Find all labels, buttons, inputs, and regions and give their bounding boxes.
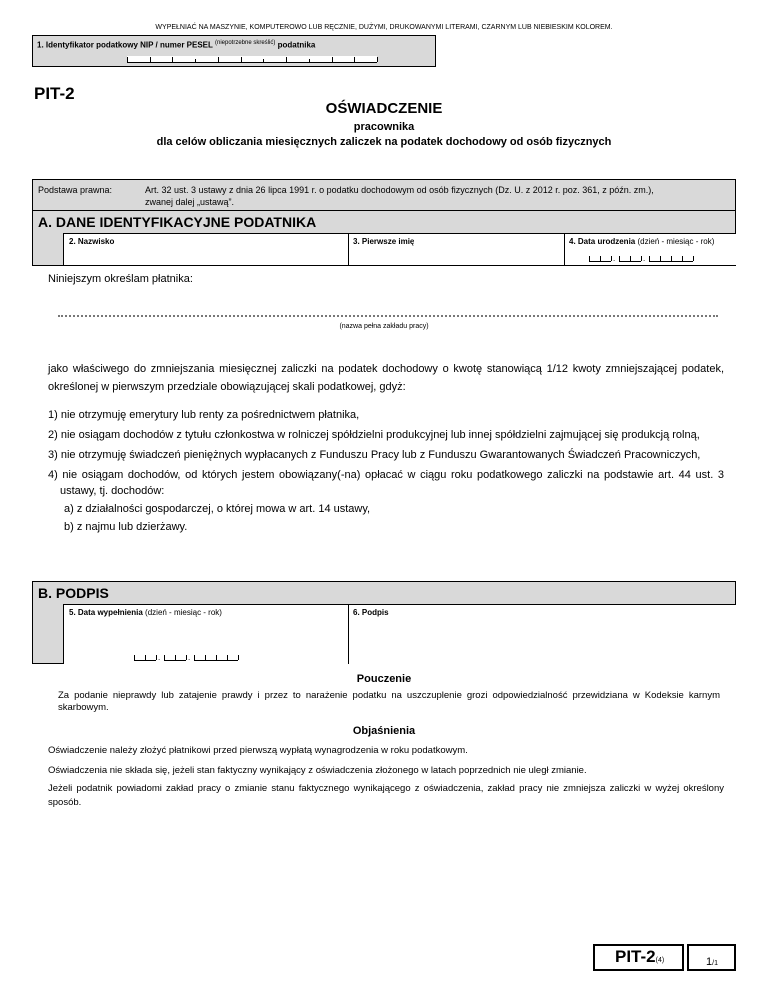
footer-code: PIT-2 [615, 947, 656, 966]
page-title: OŚWIADCZENIE [325, 100, 443, 117]
legal-basis-text: Art. 32 ust. 3 ustawy z dnia 26 lipca 1991 r. o podatku dochodowym od osób fizycznych (Dz. U. z 2012 r. poz. 361, z późn. zm.), zwanej dalej „ustawą”. [145, 185, 654, 207]
first-name-label: 3. Pierwsze imię [353, 237, 415, 246]
form-code: PIT-2 [34, 84, 75, 103]
conditions-list [48, 407, 724, 539]
legal-basis-row [32, 179, 736, 211]
pouczenie-text: Za podanie nieprawdy lub zatajenie prawdy i przez to narażenie podatku na uszczuplenie grozi odpowiedzialność przewidziana w Kodeksie karnym skarbowym. [58, 690, 720, 713]
condition-subitem: a) z działalności gospodarczej, o której mowa w art. 14 ustawy, [64, 503, 371, 515]
subtitle-employee: pracownika [353, 121, 415, 133]
employer-intro: Niniejszym określam płatnika: [48, 273, 193, 285]
footer-version: (4) [655, 957, 665, 964]
birth-date-digit-boxes[interactable]: . . [589, 255, 729, 262]
nip-pesel-label: 1. Identyfikator podatkowy NIP / numer PESEL $^{(niepotrzebne skreślić)}$ podatnika [37, 40, 316, 50]
fill-instruction: WYPEŁNIAĆ NA MASZYNIE, KOMPUTEROWO LUB RĘCZNIE, DUŻYMI, DRUKOWANYMI LITERAMI, CZARNYM LUB NIEBIESKIM KOLOREM. [155, 24, 613, 31]
subtitle-purpose: dla celów obliczania miesięcznych zaliczek na podatek dochodowy od osób fizycznych [156, 136, 612, 148]
condition-item: 1) nie otrzymuję emerytury lub renty za pośrednictwem płatnika, [48, 409, 360, 421]
condition-item: 2) nie osiągam dochodów z tytułu członkostwa w rolniczej spółdzielni produkcyjnej lub innej spółdzielni zajmującej się produkcją rolną, [48, 429, 700, 441]
nip-pesel-field[interactable] [32, 35, 436, 67]
statement-paragraph: jako właściwego do zmniejszania miesięcznej zaliczki na podatek dochodowy o kwotę stanowiącą 1/12 kwoty zmniejszającej podatek, określonej w pierwszym przedziale obowiązującej skali podatkowej, gdyż: [48, 363, 724, 393]
section-a [32, 211, 736, 266]
objasnienia-p1: Oświadczenie należy złożyć płatnikowi przed pierwszą wypłatą wynagrodzenia w roku podatkowym. [48, 745, 468, 756]
condition-subitem: b) z najmu lub dzierżawy. [64, 521, 188, 533]
legal-basis-label: Podstawa prawna: [38, 185, 113, 195]
first-name-field[interactable] [348, 233, 564, 265]
birth-date-label: 4. Data urodzenia (dzień - miesiąc - rok) [569, 237, 715, 246]
condition-item: 3) nie otrzymuję świadczeń pieniężnych wypłacanych z Funduszu Pracy lub z Funduszu Gwarantowanych Świadczeń Pracowniczych, [48, 449, 701, 461]
page-current: 1 [706, 956, 713, 968]
birth-date-field[interactable] [564, 233, 736, 265]
section-a-title: A. DANE IDENTYFIKACYJNE PODATNIKA [38, 214, 317, 230]
objasnienia-p2: Oświadczenia nie składa się, jeżeli stan faktyczny wynikający z oświadczenia złożonego w latach poprzednich nie uległ zmianie. [48, 765, 587, 776]
section-b-title: B. PODPIS [38, 585, 109, 601]
employer-caption: (nazwa pełna zakładu pracy) [339, 323, 429, 330]
signature-field[interactable] [348, 604, 736, 664]
objasnienia-text [48, 744, 724, 810]
signature-label: 6. Podpis [353, 608, 389, 617]
objasnienia-title: Objaśnienia [352, 725, 416, 737]
fill-date-field[interactable] [63, 604, 348, 664]
fill-date-digit-boxes[interactable]: . . [134, 654, 274, 661]
section-b [32, 581, 736, 664]
surname-field[interactable] [63, 233, 348, 265]
surname-label: 2. Nazwisko [69, 237, 115, 246]
nip-digit-boxes[interactable] [127, 56, 377, 63]
footer-page-number [687, 944, 736, 971]
employer-name-input[interactable] [58, 313, 718, 317]
footer-form-code [593, 944, 684, 971]
condition-item: 4) nie osiągam dochodów, od których jestem obowiązany(-na) opłacać w ciągu roku podatkowego zaliczki na podstawie art. 44 ust. 3 ustawy, tj. dochodów: [48, 469, 724, 497]
fill-date-label: 5. Data wypełnienia (dzień - miesiąc - rok) [69, 608, 222, 617]
page-total: /1 [712, 960, 718, 967]
pouczenie-title: Pouczenie [356, 673, 412, 685]
objasnienia-p3: Jeżeli podatnik powiadomi zakład pracy o zmianie stanu faktycznego wynikającego z oświadczenia, zakład pracy nie zmniejsza zaliczki w wyżej określony sposób. [48, 783, 724, 808]
